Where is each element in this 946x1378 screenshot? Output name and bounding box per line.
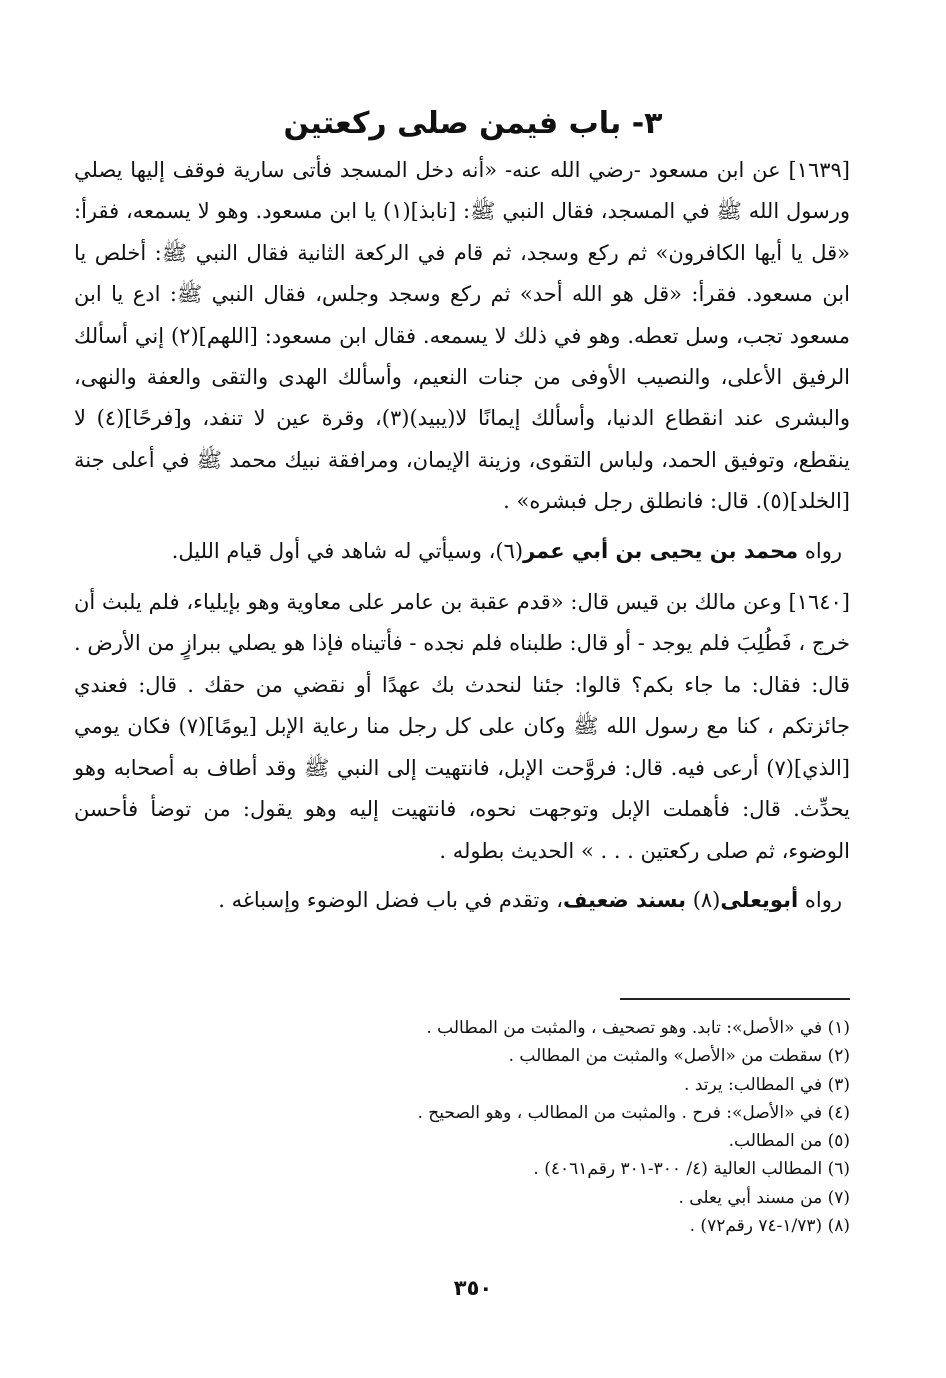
hadith-1640-narration bbox=[74, 880, 850, 921]
narrator-name: أبويعلى bbox=[720, 887, 799, 912]
narration-prefix: رواه bbox=[804, 887, 842, 912]
footnote-item: (٢) سقطت من «الأصل» والمثبت من المطالب . bbox=[508, 1046, 850, 1067]
page-number: ٣٥٠ bbox=[453, 1276, 493, 1300]
footnote-item: (٨) (١/٧٣-٧٤ رقم٧٢) . bbox=[689, 1216, 850, 1237]
main-text bbox=[74, 150, 850, 931]
chapter-heading: ٣- باب فيمن صلى ركعتين bbox=[283, 106, 663, 141]
narration-prefix: رواه bbox=[804, 538, 842, 563]
footnote-item: (١) في «الأصل»: تابد. وهو تصحيف ، والمثبت من المطالب . bbox=[426, 1018, 850, 1038]
footnotes-section bbox=[96, 998, 850, 1240]
narration-suffix: (٦)، وسيأتي له شاهد في أول قيام الليل. bbox=[171, 538, 524, 563]
narrator-name: محمد بن يحيى بن أبي عمر bbox=[523, 538, 799, 563]
footnote-ref: (٨) bbox=[692, 887, 721, 912]
footnote-item: (٦) المطالب العالية (٤/ ٣٠٠-٣٠١ رقم٤٠٦١) . bbox=[533, 1159, 850, 1180]
footnote-item: (٤) في «الأصل»: فرح . والمثبت من المطالب ، وهو الصحيح . bbox=[417, 1102, 850, 1123]
hadith-1639-paragraph: [١٦٣٩] عن ابن مسعود -رضي الله عنه- «أنه دخل المسجد فأتى سارية فوقف إليها يصلي ورسول الله ﷺ في المسجد، فقال النبي ﷺ: [نابذ](١) يا ابن مسعود. وهو لا يسمعه، فقرأ: «قل يا أيها الكافرون» ثم ركع وسجد، ثم قام في الركعة الثانية فقال النبي ﷺ: أخلص يا ابن مسعود. فقرأ: «قل هو الله أحد» ثم ركع وسجد وجلس، فقال النبي ﷺ: ادع يا ابن مسعود تجب، وسل تعطه. وهو في ذلك لا يسمعه. فقال ابن مسعود: [اللهم](٢) إني أسألك الرفيق الأعلى، والنصيب الأوفى من جنات النعيم، وأسألك الهدى والتقى والعفة والنهى، والبشرى عند انقطاع الدنيا، وأسألك إيمانًا لا(يبيد)(٣)، وقرة عين لا تنفد، و[فرحًا](٤) لا ينقطع، وتوفيق الحمد، ولباس التقوى، وزينة الإيمان، ومرافقة نبيك محمد ﷺ في أعلى جنة [الخلد](٥). قال: فانطلق رجل فبشره» . bbox=[74, 158, 850, 514]
footnote-item: (٥) من المطالب. bbox=[728, 1131, 850, 1152]
narration-suffix: ، وتقدم في باب فضل الوضوء وإسباغه . bbox=[218, 887, 563, 912]
footnote-item: (٧) من مسند أبي يعلى . bbox=[678, 1187, 850, 1208]
hadith-1639-narration bbox=[74, 531, 850, 572]
footnote-item: (٣) في المطالب: يرتد . bbox=[684, 1074, 850, 1095]
footnote-divider bbox=[620, 998, 850, 1000]
grading: بسند ضعيف bbox=[563, 887, 686, 912]
hadith-1640-paragraph: [١٦٤٠] وعن مالك بن قيس قال: «قدم عقبة بن عامر على معاوية وهو بإيلياء، فلم يلبث أن خرج ، فَطُلِبَ فلم يوجد - أو قال: طلبناه فلم نجده - فأتيناه فإذا هو يصلي ببرازٍ من الأرض . قال: فقال: ما جاء بكم؟ قالوا: جئنا لنحدث بك عهدًا أو نقضي من حقك . قال: فعندي جائزتكم ، كنا مع رسول الله ﷺ وكان على كل رجل منا رعاية الإبل [يومًا](٧) فكان يومي [الذي](٧) أرعى فيه. قال: فروَّحت الإبل، فانتهيت إلى النبي ﷺ وقد أطاف به أصحابه وهو يحدِّث. قال: فأهملت الإبل وتوجهت نحوه، فانتهيت إليه وهو يقول: من توضأ فأحسن الوضوء، ثم صلى ركعتين . . . » الحديث بطوله . bbox=[74, 590, 850, 863]
